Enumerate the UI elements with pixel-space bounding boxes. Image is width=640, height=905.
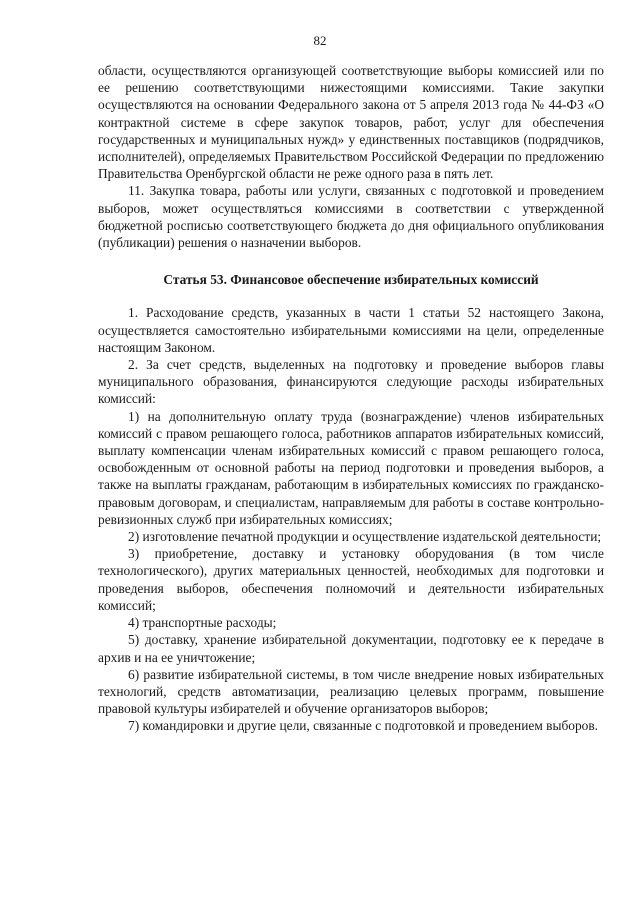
list-item: 3) приобретение, доставку и установку оборудования (в том числе технологического), других материальных ценностей, необходимых для подготовки и проведения выборов, обеспечения полномочий и деятельности избирательных комиссий; <box>98 546 604 613</box>
list-item: 7) командировки и другие цели, связанные с подготовкой и проведением выборов. <box>128 718 599 734</box>
list-item: 5) доставку, хранение избирательной документации, подготовку ее к передаче в архив и на ее уничтожение; <box>98 632 604 665</box>
list-item: 6) развитие избирательной системы, в том числе внедрение новых избирательных технологий, средств автоматизации, реализацию целевых программ, повышение правовой культуры избирателей и обучение организаторов выборов; <box>98 666 604 717</box>
list-item: 1) на дополнительную оплату труда (вознаграждение) членов избирательных комиссий с правом решающего голоса, работников аппаратов избирательных комиссий, выплату компенсации членам избирательных комиссий с правом решающего голоса, освобожденным от основной работы на период подготовки и проведения выборов, а также на выплаты гражданам, работающим в избирательных комиссиях по гражданско-правовым договорам, и специалистам, направляемым для работы в составе контрольно-ревизионных служб при избирательных комиссиях; <box>98 408 604 527</box>
document-body <box>98 62 604 735</box>
paragraph: 2. За счет средств, выделенных на подготовку и проведение выборов главы муниципального образования, финансируются следующие расходы избирательных комиссий: <box>98 357 604 407</box>
page-number: 82 <box>313 33 327 48</box>
list-item: 4) транспортные расходы; <box>128 615 277 631</box>
paragraph: области, осуществляются организующей соответствующие выборы комиссией или по ее решению соответствующими нижестоящими комиссиями. Такие закупки осуществляются на основании Федерального закона от 5 апреля 2013 года № 44-ФЗ «О контрактной системе в сфере закупок товаров, работ, услуг для обеспечения государственных и муниципальных нужд» у единственных поставщиков (подрядчиков, исполнителей), определяемых Правительством Российской Федерации по предложению Правительства Оренбургской области не реже одного раза в пять лет. <box>98 63 604 182</box>
article-title: Статья 53. Финансовое обеспечение избирательных комиссий <box>163 272 539 288</box>
paragraph: 11. Закупка товара, работы или услуги, связанных с подготовкой и проведением выборов, может осуществляться комиссиями в соответствии с утвержденной бюджетной росписью соответствующего бюджета до дня официального опубликования (публикации) решения о назначении выборов. <box>98 183 604 251</box>
paragraph: 1. Расходование средств, указанных в части 1 статьи 52 настоящего Закона, осуществляется самостоятельно избирательными комиссиями на цели, определенные настоящим Законом. <box>98 305 604 355</box>
list-item: 2) изготовление печатной продукции и осуществление издательской деятельности; <box>128 529 602 545</box>
